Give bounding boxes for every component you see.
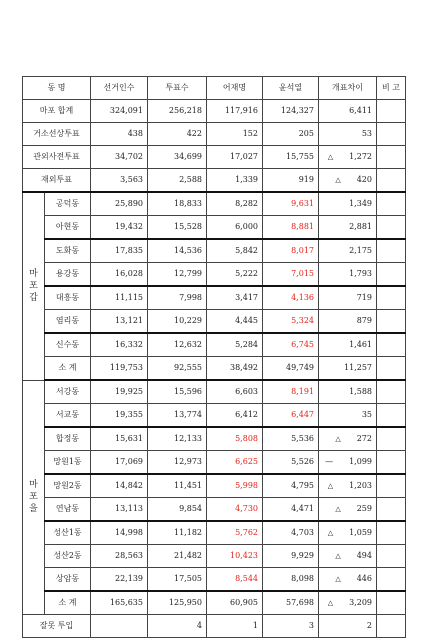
vote-diff-cell [319,591,377,615]
row-label: 서교동 [45,404,91,428]
votes-cell: 15,528 [148,216,207,240]
table-row [23,568,406,592]
diff-sign-marker: △ [335,435,341,443]
electors-cell: 19,432 [91,216,148,240]
row-label: 합정동 [45,427,91,451]
votes-cell: 11,182 [148,521,207,545]
header-cell: 개표차이 [319,77,377,100]
lee-votes-cell: 6,412 [207,404,263,428]
lee-votes-cell: 5,842 [207,239,263,263]
votes-cell: 256,218 [148,100,207,123]
row-label: 신수동 [45,333,91,357]
diff-sign-marker: △ [327,482,334,490]
table-row [23,615,406,638]
yoon-votes-cell: 6,745 [263,333,319,357]
diff-value: 1,793 [349,269,372,278]
electors-cell: 16,332 [91,333,148,357]
vote-diff-cell [319,474,377,498]
remarks-cell [377,286,406,310]
table-row [23,333,406,357]
remarks-cell [377,498,406,522]
yoon-votes-cell: 5,536 [263,427,319,451]
remarks-cell [377,451,406,475]
votes-cell: 422 [148,123,207,146]
district-label [23,192,45,380]
electors-cell: 13,113 [91,498,148,522]
electors-cell: 165,635 [91,591,148,615]
diff-value: 2,881 [349,222,372,231]
votes-cell: 12,973 [148,451,207,475]
vote-diff-cell [319,169,377,193]
yoon-votes-cell: 8,098 [263,568,319,592]
remarks-cell [377,123,406,146]
votes-cell: 12,133 [148,427,207,451]
vote-diff-cell [319,568,377,592]
diff-value: 53 [361,129,372,138]
remarks-cell [377,263,406,287]
lee-votes-cell: 4,445 [207,310,263,334]
remarks-cell [377,216,406,240]
votes-cell: 92,555 [148,357,207,381]
remarks-cell [377,357,406,381]
yoon-votes-cell: 9,631 [263,192,319,216]
table-body [23,77,406,638]
electors-cell: 22,139 [91,568,148,592]
table-row [23,498,406,522]
vote-diff-cell [319,521,377,545]
lee-votes-cell: 5,284 [207,333,263,357]
lee-votes-cell: 8,282 [207,192,263,216]
diff-value: 11,257 [344,363,372,372]
row-label: 소 계 [45,357,91,381]
district-label-text: 마포갑 [29,269,38,304]
electors-cell: 119,753 [91,357,148,381]
vote-diff-cell [319,216,377,240]
table-row [23,357,406,381]
row-label: 마포 합계 [23,100,91,123]
yoon-votes-cell: 57,698 [263,591,319,615]
diff-sign-marker: — [325,457,334,466]
yoon-votes-cell: 4,136 [263,286,319,310]
votes-cell: 34,699 [148,146,207,169]
electors-cell: 16,028 [91,263,148,287]
table-row [23,427,406,451]
lee-votes-cell: 1,339 [207,169,263,193]
diff-value: 3,209 [349,598,372,607]
lee-votes-cell: 6,000 [207,216,263,240]
vote-diff-cell [319,545,377,568]
yoon-votes-cell: 8,191 [263,380,319,404]
table-row [23,286,406,310]
lee-votes-cell: 4,730 [207,498,263,522]
electors-cell: 14,842 [91,474,148,498]
yoon-votes-cell: 4,471 [263,498,319,522]
row-label: 거소선상투표 [23,123,91,146]
diff-value: 2,175 [349,246,372,255]
header-cell: 선거인수 [91,77,148,100]
yoon-votes-cell: 6,447 [263,404,319,428]
votes-cell: 17,505 [148,568,207,592]
diff-value: 1,059 [349,528,372,537]
diff-value: 35 [361,410,372,419]
district-label [23,380,45,615]
remarks-cell [377,146,406,169]
yoon-votes-cell: 3 [263,615,319,638]
remarks-cell [377,192,406,216]
table-row [23,545,406,568]
electors-cell: 19,355 [91,404,148,428]
remarks-cell [377,615,406,638]
remarks-cell [377,474,406,498]
diff-value: 259 [356,504,372,513]
remarks-cell [377,239,406,263]
lee-votes-cell: 38,492 [207,357,263,381]
row-label: 서강동 [45,380,91,404]
district-label-text: 마포을 [29,480,38,515]
votes-cell: 13,774 [148,404,207,428]
vote-diff-cell [319,146,377,169]
row-label: 연남동 [45,498,91,522]
vote-diff-cell [319,498,377,522]
diff-value: 1,349 [349,199,372,208]
diff-value: 420 [356,175,372,184]
electors-cell [91,615,148,638]
lee-votes-cell: 1 [207,615,263,638]
electors-cell: 14,998 [91,521,148,545]
table-row [23,216,406,240]
diff-sign-marker: △ [327,529,334,537]
vote-diff-cell [319,310,377,334]
yoon-votes-cell: 8,017 [263,239,319,263]
electors-cell: 17,069 [91,451,148,475]
table-row [23,192,406,216]
diff-value: 6,411 [349,106,372,115]
lee-votes-cell: 8,544 [207,568,263,592]
diff-value: 494 [356,551,372,560]
row-label: 망원2동 [45,474,91,498]
diff-value: 719 [356,293,372,302]
table-row [23,474,406,498]
header-cell: 비 고 [377,77,406,100]
row-label: 대흥동 [45,286,91,310]
lee-votes-cell: 117,916 [207,100,263,123]
electors-cell: 19,925 [91,380,148,404]
vote-diff-cell [319,239,377,263]
diff-sign-marker: △ [335,552,341,560]
yoon-votes-cell: 4,703 [263,521,319,545]
yoon-votes-cell: 15,755 [263,146,319,169]
electors-cell: 3,563 [91,169,148,193]
row-label: 공덕동 [45,192,91,216]
yoon-votes-cell: 205 [263,123,319,146]
remarks-cell [377,591,406,615]
table-row [23,239,406,263]
votes-cell: 125,950 [148,591,207,615]
vote-diff-cell [319,100,377,123]
vote-diff-cell [319,333,377,357]
electors-cell: 13,121 [91,310,148,334]
table-row [23,451,406,475]
table-row [23,146,406,169]
row-label: 관외사전투표 [23,146,91,169]
diff-sign-marker: △ [327,153,334,161]
remarks-cell [377,100,406,123]
remarks-cell [377,380,406,404]
votes-cell: 2,588 [148,169,207,193]
votes-cell: 21,482 [148,545,207,568]
diff-value: 272 [356,434,372,443]
remarks-cell [377,333,406,357]
header-cell: 투표수 [148,77,207,100]
remarks-cell [377,545,406,568]
diff-value: 1,099 [349,457,372,466]
diff-sign-marker: △ [327,599,334,607]
table-row [23,100,406,123]
vote-diff-cell [319,427,377,451]
diff-value: 1,588 [349,387,372,396]
row-label: 염리동 [45,310,91,334]
votes-cell: 10,229 [148,310,207,334]
lee-votes-cell: 5,808 [207,427,263,451]
diff-sign-marker: △ [335,505,341,513]
table-row [23,169,406,193]
row-label: 도화동 [45,239,91,263]
yoon-votes-cell: 919 [263,169,319,193]
row-label: 소 계 [45,591,91,615]
table-row [23,263,406,287]
votes-cell: 14,536 [148,239,207,263]
lee-votes-cell: 6,625 [207,451,263,475]
table-row [23,521,406,545]
vote-diff-cell [319,404,377,428]
diff-value: 1,203 [349,481,372,490]
lee-votes-cell: 5,998 [207,474,263,498]
electors-cell: 324,091 [91,100,148,123]
header-cell: 어재명 [207,77,263,100]
votes-cell: 18,833 [148,192,207,216]
remarks-cell [377,169,406,193]
electors-cell: 25,890 [91,192,148,216]
lee-votes-cell: 5,762 [207,521,263,545]
table-row [23,404,406,428]
electors-cell: 34,702 [91,146,148,169]
electors-cell: 15,631 [91,427,148,451]
diff-sign-marker: △ [335,176,341,184]
electors-cell: 11,115 [91,286,148,310]
lee-votes-cell: 17,027 [207,146,263,169]
votes-cell: 12,632 [148,333,207,357]
votes-cell: 15,596 [148,380,207,404]
lee-votes-cell: 3,417 [207,286,263,310]
diff-value: 879 [356,316,372,325]
votes-cell: 11,451 [148,474,207,498]
votes-cell: 4 [148,615,207,638]
yoon-votes-cell: 7,015 [263,263,319,287]
yoon-votes-cell: 5,324 [263,310,319,334]
yoon-votes-cell: 5,526 [263,451,319,475]
row-label: 잘못 투입 [23,615,91,638]
header-cell: 동 명 [23,77,91,100]
diff-value: 446 [356,574,372,583]
table-row [23,123,406,146]
row-label: 성산1동 [45,521,91,545]
vote-diff-cell [319,286,377,310]
yoon-votes-cell: 9,929 [263,545,319,568]
votes-cell: 12,799 [148,263,207,287]
remarks-cell [377,427,406,451]
yoon-votes-cell: 8,881 [263,216,319,240]
vote-diff-cell [319,451,377,475]
diff-sign-marker: △ [335,575,341,583]
vote-diff-cell [319,123,377,146]
table-row [23,591,406,615]
table-row [23,310,406,334]
electors-cell: 28,563 [91,545,148,568]
yoon-votes-cell: 4,795 [263,474,319,498]
row-label: 아현동 [45,216,91,240]
vote-diff-cell [319,615,377,638]
remarks-cell [377,404,406,428]
diff-value: 2 [366,621,372,630]
lee-votes-cell: 10,423 [207,545,263,568]
diff-value: 1,272 [349,152,372,161]
votes-cell: 9,854 [148,498,207,522]
votes-cell: 7,998 [148,286,207,310]
vote-count-table [22,76,406,638]
row-label: 성산2동 [45,545,91,568]
lee-votes-cell: 152 [207,123,263,146]
lee-votes-cell: 60,905 [207,591,263,615]
vote-diff-cell [319,380,377,404]
header-cell: 윤석열 [263,77,319,100]
remarks-cell [377,521,406,545]
electors-cell: 438 [91,123,148,146]
electors-cell: 17,835 [91,239,148,263]
vote-diff-cell [319,357,377,381]
header-row [23,77,406,100]
row-label: 상암동 [45,568,91,592]
yoon-votes-cell: 49,749 [263,357,319,381]
yoon-votes-cell: 124,327 [263,100,319,123]
diff-value: 1,461 [349,340,372,349]
lee-votes-cell: 5,222 [207,263,263,287]
vote-diff-cell [319,192,377,216]
lee-votes-cell: 6,603 [207,380,263,404]
row-label: 용강동 [45,263,91,287]
remarks-cell [377,310,406,334]
remarks-cell [377,568,406,592]
vote-diff-cell [319,263,377,287]
table-row [23,380,406,404]
row-label: 망원1동 [45,451,91,475]
row-label: 재외투표 [23,169,91,193]
